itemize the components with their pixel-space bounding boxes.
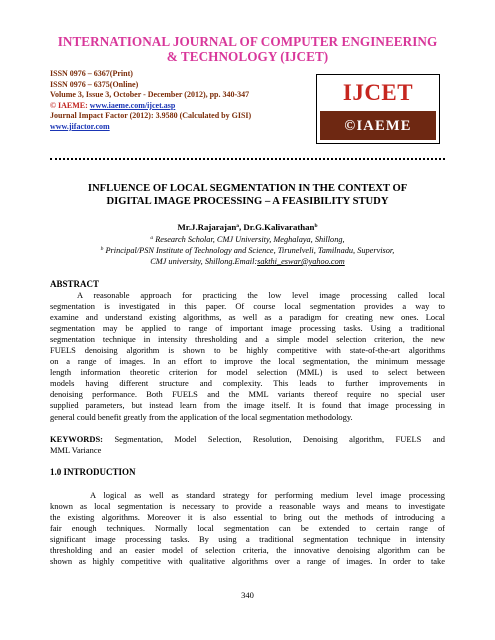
abstract-line: examine and understand existing algorithms, as well as a paradigm for creating new ones. Local (50, 312, 445, 323)
authors (50, 222, 445, 233)
author-sep: , (239, 222, 244, 232)
logo-top-text: IJCET (342, 80, 414, 105)
intro-line: thresholding and an easier model of selection criteria, the innovative denoising algorithm can be (50, 545, 445, 556)
introduction-heading: 1.0 INTRODUCTION (50, 467, 136, 477)
keywords (50, 434, 445, 456)
affil-c-text: CMJ university, Shillong.Email: (150, 257, 258, 266)
abstract-line: on a range of images. In an effort to improve the local segmentation, the minimum message (50, 356, 445, 367)
dotted-divider (50, 158, 445, 160)
author-email[interactable]: sakthi_eswar@yahoo.com (257, 257, 345, 266)
intro-line: shown as highly competitive with qualitative algorithms over a range of images. In order to take (50, 556, 445, 567)
abstract-line: FUELS denoising algorithm is shown to be highly competitive with state-of-the-art algorithms (50, 345, 445, 356)
journal-meta (50, 69, 320, 133)
issn-online: ISSN 0976 – 6375(Online) (50, 79, 139, 89)
abstract-line: denoising performance. Both FUELS and the MML variants thereof require no special user (50, 389, 445, 400)
keywords-line2: MML Variance (50, 445, 102, 455)
abstract-line: general could benefit greatly from the application of the local segmentation methodology. (50, 411, 353, 422)
logo-bottom-text: ©IAEME (320, 111, 436, 140)
intro-line: A logical as well as standard strategy for performing medium level image processing (90, 490, 445, 500)
affiliations (60, 234, 435, 267)
author-2-sup: b (314, 223, 318, 229)
keywords-line1 (50, 434, 445, 445)
ijcet-logo (316, 74, 440, 144)
journal-title-line2: & TECHNOLOGY (IJCET) (166, 49, 329, 64)
abstract-line: segmentation may be applied to range of important image processing tasks. Using a traditional (50, 323, 445, 334)
journal-title-line1: INTERNATIONAL JOURNAL OF COMPUTER ENGINEERING (57, 34, 438, 49)
keywords-label: KEYWORDS: (50, 434, 103, 444)
affil-b-sup: b (100, 246, 104, 252)
abstract-heading: ABSTRACT (50, 279, 100, 289)
abstract-line: models having different structure and complexity. This leads to further improvements in (50, 378, 445, 389)
abstract-line: length information theoretic criterion for model selection (MML) is used to select between (50, 367, 445, 378)
author-2: Dr.G.Kalivarathan (243, 222, 315, 232)
affiliation-c (60, 256, 435, 267)
abstract-body (50, 290, 445, 423)
volume-info: Volume 3, Issue 3, October - December (2012), pp. 340-347 (50, 90, 250, 100)
paper-title-line1: INFLUENCE OF LOCAL SEGMENTATION IN THE CONTEXT OF (87, 183, 408, 194)
intro-line: fair enough techniques. Normally local segmentation can be extended to certain range of (50, 523, 445, 534)
affil-a-text: Research Scholar, CMJ University, Meghalaya, Shillong, (153, 235, 345, 244)
introduction-body (50, 490, 445, 567)
iaeme-line (50, 101, 320, 112)
keywords-text1: Segmentation, Model Selection, Resolution, Denoising algorithm, FUELS and (102, 434, 445, 444)
author-1-sup: a (236, 223, 240, 229)
intro-line: known as local segmentation is necessary to provide a reasonable ways and means to investigate (50, 501, 445, 512)
iaeme-prefix: © IAEME: (50, 100, 90, 110)
abstract-line: supplied parameters, but instead learn from the image itself. It is found that image processing in (50, 400, 445, 411)
issn-print: ISSN 0976 – 6367(Print) (50, 69, 133, 78)
journal-title (20, 34, 475, 64)
intro-line: the existing algorithms. Moreover it is also essential to bring out the methods of introducing a (50, 512, 445, 523)
paper-title-line2: DIGITAL IMAGE PROCESSING – A FEASIBILITY STUDY (106, 196, 389, 207)
abstract-line: segmentation technique in intensity thresholding and a simple model selection criterion, the new (50, 334, 445, 345)
author-1: Mr.J.Rajarajan (177, 222, 237, 232)
abstract-line: A reasonable approach for practicing the low level image processing called local (77, 290, 445, 300)
affiliation-a (60, 234, 435, 245)
jifactor-link[interactable]: www.jifactor.com (50, 121, 110, 131)
page-number: 340 (241, 590, 254, 600)
iaeme-link[interactable]: www.iaeme.com/ijcet.asp (89, 100, 176, 110)
paper-title (50, 182, 445, 208)
intro-line: significant image processing tasks. By using a traditional segmentation technique in intensity (50, 534, 445, 545)
affil-b-text: Principal/PSN Institute of Technology and Science, Tirunelveli, Tamilnadu, Supervisor, (103, 246, 395, 255)
affil-a-sup: a (150, 235, 154, 241)
impact-factor: Journal Impact Factor (2012): 3.9580 (Calculated by GISI) (50, 111, 252, 121)
abstract-line: segmentation is investigated in this paper. Of course local segmentation provides a way to (50, 301, 445, 312)
affiliation-b (60, 245, 435, 256)
